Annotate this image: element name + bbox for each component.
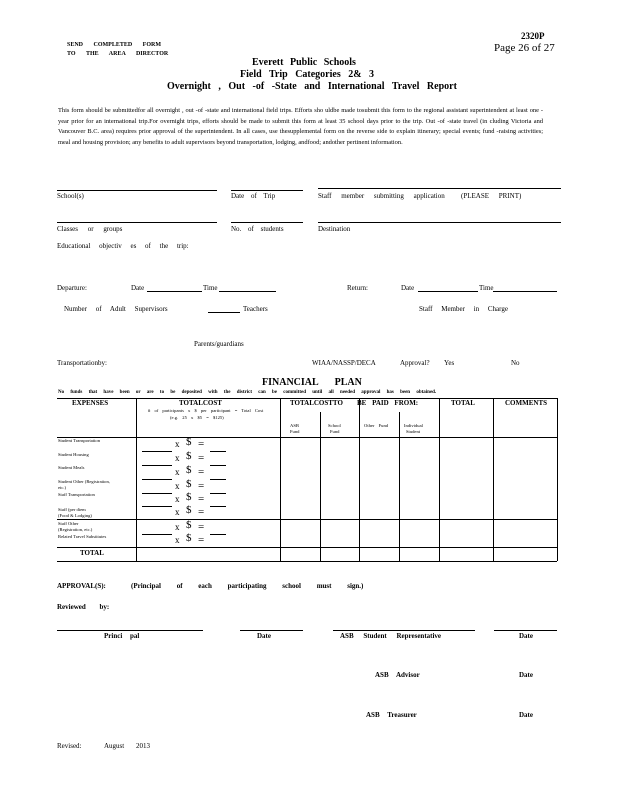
- form-code: 2320P: [521, 31, 545, 41]
- principal-signature-line[interactable]: [57, 630, 203, 631]
- asb-student-rep-label: ASB Student Representative: [340, 632, 442, 640]
- objectives-label: Educational objectiv es of the trip:: [57, 242, 189, 250]
- staff-submitting-field[interactable]: [318, 222, 561, 223]
- principal-date-label: Date: [257, 632, 271, 640]
- destination-label: Destination: [318, 225, 351, 233]
- asb-treasurer-label: ASB Treasurer: [366, 711, 417, 719]
- principal-note: (Principal of each participating school must sign.): [131, 582, 364, 590]
- totalcostto-header: TOTALCOSTTO: [290, 399, 343, 407]
- num-adult-supervisors-field[interactable]: [208, 312, 240, 313]
- per-participant-field[interactable]: [210, 534, 226, 535]
- asb-advisor-label: ASB Advisor: [375, 671, 420, 679]
- parents-label: Parents/guardians: [194, 340, 244, 348]
- individual-student-line2: Student: [406, 429, 421, 434]
- per-participant-field[interactable]: [210, 451, 226, 452]
- asb-student-rep-signature-line[interactable]: [333, 630, 475, 631]
- return-time-label: Time: [479, 284, 494, 292]
- revised-date: August 2013: [104, 742, 150, 750]
- asb-fund-line2: Fund: [290, 429, 300, 434]
- return-date-label: Date: [401, 284, 415, 292]
- per-participant-field[interactable]: [210, 519, 226, 520]
- asb-advisor-date-label: Date: [519, 671, 533, 679]
- other-fund-header: Other Fund: [364, 423, 389, 428]
- org-title: Everett Public Schools: [252, 57, 356, 68]
- per-participant-field[interactable]: [210, 547, 226, 548]
- staff-in-charge-label: Staff Member in Charge: [419, 305, 508, 313]
- approval-question-label: Approval?: [400, 359, 430, 367]
- principal-label: Princi pal: [104, 632, 140, 640]
- asb-fund-line1: ASB: [290, 423, 299, 428]
- funds-note: No funds that have been or are to be deposited with the district can be committed until all needed approval has been obtained.: [58, 390, 437, 395]
- teachers-label: Teachers: [243, 305, 268, 313]
- asb-student-rep-date-line[interactable]: [494, 630, 557, 631]
- departure-time-label: Time: [203, 284, 218, 292]
- approvals-label: APPROVAL(S):: [57, 582, 106, 590]
- transportation-label: Transportationby:: [57, 359, 107, 367]
- total-header: TOTAL: [451, 399, 475, 407]
- category-title: Field Trip Categories 2& 3: [240, 69, 375, 80]
- row-staff-per-diem-line2: (Food & Lodging): [58, 513, 92, 518]
- row-staff-per-diem-line1: Staff (per diem: [58, 507, 86, 512]
- row-staff-transportation: Staff Transportation: [58, 492, 95, 497]
- participants-field[interactable]: [142, 465, 172, 466]
- revised-label: Revised:: [57, 742, 82, 750]
- per-participant-field[interactable]: [210, 479, 226, 480]
- participants-field[interactable]: [142, 534, 172, 535]
- per-participant-field[interactable]: [210, 493, 226, 494]
- return-date-field[interactable]: [418, 291, 478, 292]
- wiaa-label: WIAA/NASSP/DECA: [312, 359, 376, 367]
- participants-field[interactable]: [142, 547, 172, 548]
- school-fund-line1: School: [328, 423, 341, 428]
- departure-date-label: Date: [131, 284, 145, 292]
- totalcost-formula: # of participants x $ per participant = Total Cost: [148, 408, 264, 413]
- row-student-housing: Student Housing: [58, 452, 89, 457]
- row-student-other-line2: etc.): [58, 485, 67, 490]
- principal-date-line[interactable]: [240, 630, 303, 631]
- schools-field[interactable]: [57, 222, 217, 223]
- please-print-label: (PLEASE PRINT): [461, 192, 522, 200]
- yes-option[interactable]: Yes: [444, 359, 455, 367]
- per-participant-field[interactable]: [210, 465, 226, 466]
- participants-field[interactable]: [142, 506, 172, 507]
- row-staff-other-line1: Staff Other: [58, 521, 79, 526]
- participants-field[interactable]: [142, 519, 172, 520]
- be-paid-from-header: BE PAID FROM:: [357, 399, 419, 407]
- school-fund-line2: Fund: [330, 429, 340, 434]
- financial-plan-title: FINANCIAL PLAN: [262, 377, 362, 388]
- per-participant-field[interactable]: [210, 506, 226, 507]
- classes-label: Classes or groups: [57, 225, 123, 233]
- totalcost-header: TOTALCOST: [179, 399, 222, 407]
- instructions-paragraph: This form should be submittedfor all overnight , out -of -state and international field trips. Efforts sho uldbe made tosubmit this form to the regional assistant superintendent at least one -year prior for an international trip.For overnight trips, efforts should be made to submit this form at least 35 school days prior to the trip. Out -of -state travel (in cluding Victoria and Vancouver B.C. area) requires prior approval of the superintendent. In all cases, use thesupplemental form on the reverse side to explain itinerary; special events; fund -raising activities; meal and housing provision; any benefits to adult supervisors beyond transportation, lodging, andfood; andother pertinent information.: [58, 107, 543, 146]
- departure-label: Departure:: [57, 284, 87, 292]
- date-of-trip-label: Date of Trip: [231, 192, 276, 200]
- staff-submitting-label: Staff member submitting application: [318, 192, 445, 200]
- individual-student-line1: Individual: [404, 423, 423, 428]
- row-student-transportation: Student Transportation: [58, 438, 100, 443]
- departure-time-field[interactable]: [219, 291, 276, 292]
- date-of-trip-field[interactable]: [231, 222, 303, 223]
- schools-label: School(s): [57, 192, 84, 200]
- asb-treasurer-date-label: Date: [519, 711, 533, 719]
- asb-student-rep-date-label: Date: [519, 632, 533, 640]
- participants-field[interactable]: [142, 479, 172, 480]
- departure-date-field[interactable]: [147, 291, 202, 292]
- page-number: Page 26 of 27: [494, 42, 555, 54]
- participants-field[interactable]: [142, 493, 172, 494]
- form-subtitle: Overnight , Out -of -State and International Travel Report: [167, 81, 457, 92]
- no-option[interactable]: No: [511, 359, 520, 367]
- total-row-label: TOTAL: [80, 549, 104, 557]
- participants-field[interactable]: [142, 451, 172, 452]
- row-related-travel-subs: Related Travel Substitutes: [58, 534, 107, 539]
- row-student-meals: Student Meals: [58, 465, 85, 470]
- send-completed-line: SEND COMPLETED FORM: [67, 42, 162, 48]
- totalcost-example: (e.g. 25 x $5 = $125): [170, 415, 224, 420]
- row-student-other-line1: Student Other (Registration,: [58, 479, 110, 484]
- return-time-field[interactable]: [493, 291, 557, 292]
- reviewed-by-label: Reviewed by:: [57, 603, 110, 611]
- comments-header: COMMENTS: [505, 399, 547, 407]
- num-adult-supervisors-label: Number of Adult Supervisors: [64, 305, 168, 313]
- num-students-label: No. of students: [231, 225, 284, 233]
- row-staff-other-line2: (Registration, etc.): [58, 527, 93, 532]
- return-label: Return:: [347, 284, 368, 292]
- expenses-header: EXPENSES: [72, 399, 109, 407]
- to-area-director-line: TO THE AREA DIRECTOR: [67, 51, 169, 57]
